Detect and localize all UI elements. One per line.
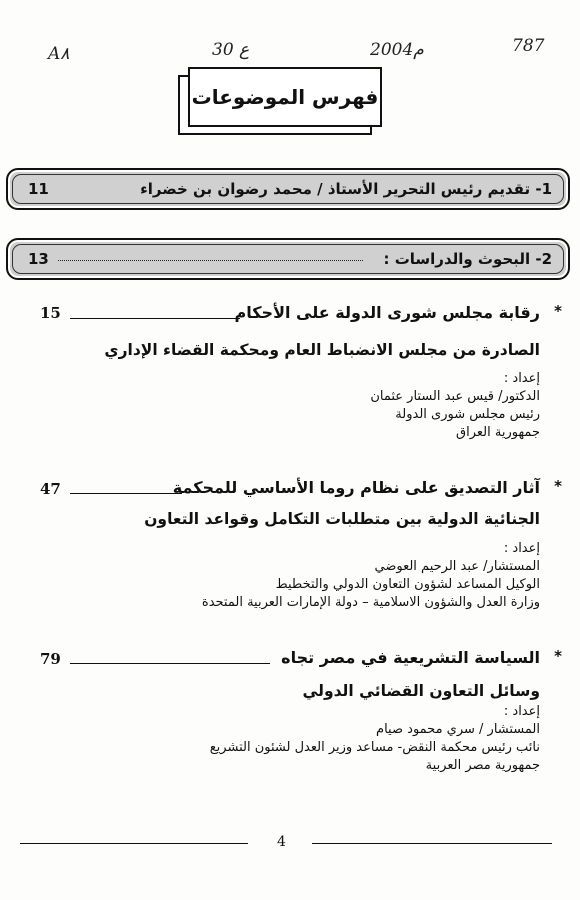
- entry-title-line2: الصادرة من مجلس الانضباط العام ومحكمة القضاء الإداري: [104, 341, 540, 359]
- section-bar-intro: [6, 168, 570, 210]
- section-bar-research: [6, 238, 570, 280]
- entry-title-line1: آثار التصديق على نظام روما الأساسي للمحكمة: [172, 478, 540, 497]
- index-title: فهرس الموضوعات: [191, 85, 379, 109]
- entry-page-number: 15: [40, 304, 61, 322]
- section-bar-page: 13: [28, 250, 49, 268]
- entry-page-number: 79: [40, 650, 61, 668]
- handwritten-note-left: A٨: [48, 44, 70, 64]
- footer-rule-right: [312, 843, 552, 844]
- entry-author-line: المستشار / سري محمود صيام: [376, 722, 540, 737]
- entry-author-line: نائب رئيس محكمة النقض- مساعد وزير العدل لشئون التشريع: [209, 740, 540, 755]
- entry-title-line2: وسائل التعاون القضائي الدولي: [302, 682, 540, 700]
- entry-author-line: جمهورية مصر العربية: [425, 758, 540, 773]
- entry-prep-label: إعداد :: [503, 541, 540, 556]
- entry-author-line: الدكتور/ قيس عبد الستار عثمان: [370, 389, 540, 404]
- entry-title-line1: رقابة مجلس شورى الدولة على الأحكام: [234, 303, 540, 322]
- entry-bullet: *: [554, 647, 562, 665]
- entry-author-line: المستشار/ عبد الرحيم العوضي: [374, 559, 540, 574]
- entry-author-line: وزارة العدل والشؤون الاسلامية – دولة الإمارات العربية المتحدة: [201, 595, 540, 610]
- entry-author-line: جمهورية العراق: [456, 425, 540, 440]
- dot-leader: [58, 260, 363, 261]
- entry-bullet: *: [554, 477, 562, 495]
- entry-title-line2: الجنائية الدولية بين متطلبات التكامل وقواعد التعاون: [144, 510, 540, 528]
- entry-page-number: 47: [40, 480, 61, 498]
- entry-author-line: الوكيل المساعد لشؤون التعاون الدولي والتخطيط: [275, 577, 540, 592]
- leader-line: [70, 663, 270, 664]
- handwritten-note-right: 787: [512, 36, 545, 56]
- handwritten-note-year: 2004م: [370, 40, 424, 60]
- index-title-box: [188, 67, 382, 127]
- entry-bullet: *: [554, 302, 562, 320]
- section-bar-page: 11: [28, 180, 49, 198]
- entry-prep-label: إعداد :: [503, 371, 540, 386]
- leader-line: [70, 493, 182, 494]
- section-bar-title: 2- البحوث والدراسات :: [383, 250, 552, 268]
- page-number: 4: [277, 834, 286, 850]
- leader-line: [70, 318, 240, 319]
- entry-title-line1: السياسة التشريعية في مصر تجاه: [281, 648, 540, 667]
- handwritten-note-issue: 30 ع: [212, 40, 250, 60]
- entry-prep-label: إعداد :: [503, 704, 540, 719]
- entry-author-line: رئيس مجلس شورى الدولة: [395, 407, 540, 422]
- footer-rule-left: [20, 843, 248, 844]
- section-bar-title: 1- تقديم رئيس التحرير الأستاذ / محمد رضوان بن خضراء: [140, 180, 552, 198]
